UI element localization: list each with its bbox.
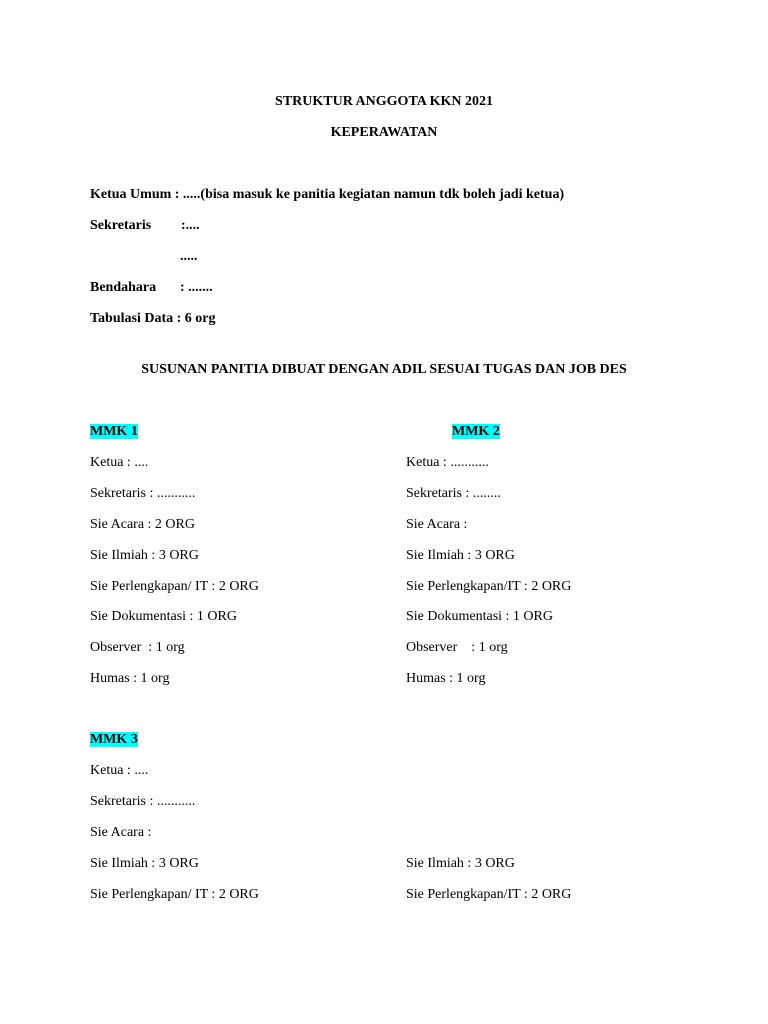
mmk1-item-sekretaris: Sekretaris : ...........	[90, 486, 196, 501]
mmk3-item-sie-ilmiah: Sie Ilmiah : 3 ORG	[90, 856, 199, 871]
mmk1-item-sie-dokumentasi: Sie Dokumentasi : 1 ORG	[90, 609, 237, 624]
mmk3-item-sie-acara: Sie Acara :	[90, 825, 152, 840]
mmk2-item-sie-perlengkapan: Sie Perlengkapan/IT : 2 ORG	[406, 579, 572, 594]
section-heading: SUSUNAN PANITIA DIBUAT DENGAN ADIL SESUAI TUGAS DAN JOB DES	[141, 362, 627, 377]
mmk3-item-sekretaris: Sekretaris : ...........	[90, 794, 196, 809]
mmk2-item-sie-ilmiah: Sie Ilmiah : 3 ORG	[406, 548, 515, 563]
mmk3-right-item-sie-perlengkapan: Sie Perlengkapan/IT : 2 ORG	[406, 887, 572, 902]
mmk3-item-sie-perlengkapan: Sie Perlengkapan/ IT : 2 ORG	[90, 887, 259, 902]
mmk2-item-sie-acara: Sie Acara :	[406, 517, 468, 532]
mmk2-heading	[452, 423, 500, 441]
mmk3-heading	[90, 731, 138, 749]
mmk1-item-sie-acara: Sie Acara : 2 ORG	[90, 517, 195, 532]
mmk2-item-ketua: Ketua : ...........	[406, 455, 489, 470]
document-subtitle: KEPERAWATAN	[330, 125, 438, 140]
mmk2-item-humas: Humas : 1 org	[406, 671, 486, 686]
mmk1-item-observer: Observer : 1 org	[90, 640, 185, 655]
mmk1-item-ketua: Ketua : ....	[90, 455, 149, 470]
mmk2-item-sekretaris: Sekretaris : ........	[406, 486, 501, 501]
mmk2-heading-highlight: MMK 2	[452, 424, 500, 439]
bendahara-label: Bendahara	[90, 280, 157, 295]
sekretaris-value: :....	[181, 218, 200, 233]
mmk3-item-ketua: Ketua : ....	[90, 763, 149, 778]
mmk1-heading	[90, 423, 138, 441]
sekretaris-value-2: .....	[180, 249, 198, 264]
mmk1-item-humas: Humas : 1 org	[90, 671, 170, 686]
mmk2-item-sie-dokumentasi: Sie Dokumentasi : 1 ORG	[406, 609, 553, 624]
mmk2-item-observer: Observer : 1 org	[406, 640, 508, 655]
document-title: STRUKTUR ANGGOTA KKN 2021	[275, 94, 493, 109]
sekretaris-label: Sekretaris	[90, 218, 152, 233]
bendahara-value: : .......	[180, 280, 213, 295]
tabulasi-line: Tabulasi Data : 6 org	[90, 311, 216, 326]
mmk1-item-sie-ilmiah: Sie Ilmiah : 3 ORG	[90, 548, 199, 563]
ketua-umum-line: Ketua Umum : .....(bisa masuk ke panitia kegiatan namun tdk boleh jadi ketua)	[90, 187, 565, 202]
mmk3-heading-highlight: MMK 3	[90, 732, 138, 747]
mmk1-item-sie-perlengkapan: Sie Perlengkapan/ IT : 2 ORG	[90, 579, 259, 594]
mmk1-heading-highlight: MMK 1	[90, 424, 138, 439]
mmk3-right-item-sie-ilmiah: Sie Ilmiah : 3 ORG	[406, 856, 515, 871]
